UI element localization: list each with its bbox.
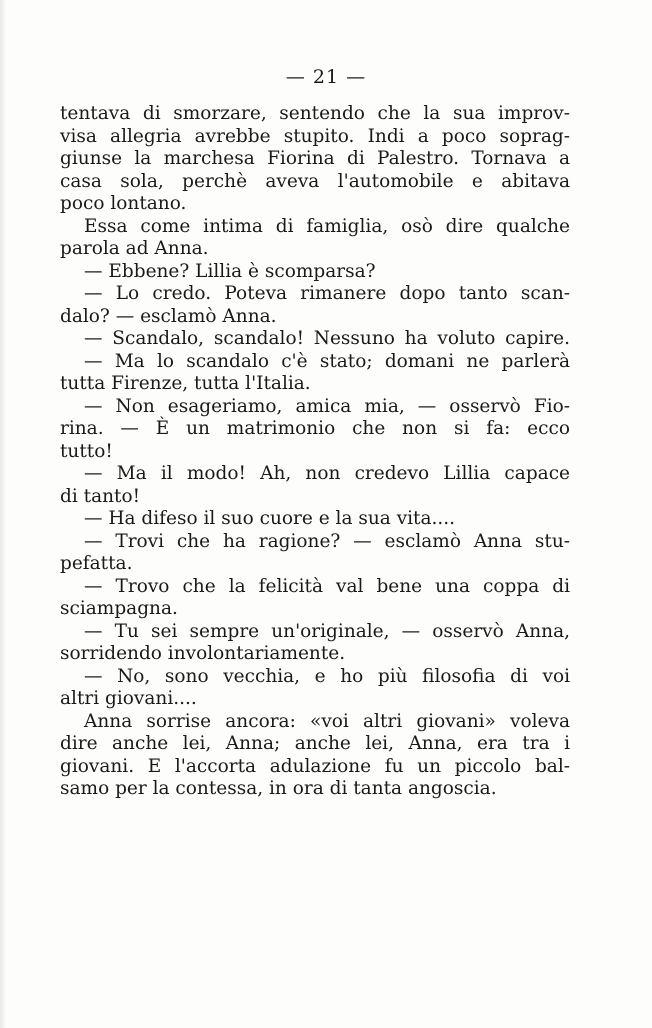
text-line: visa allegria avrebbe stupito. Indi a poco soprag- [60,125,570,147]
text-line: — Trovo che la felicità val bene una coppa di [84,575,570,597]
text-line: — Ebbene? Lillia è scomparsa? [84,260,376,282]
text-line: samo per la contessa, in ora di tanta angoscia. [60,778,497,799]
text-line: — Ma lo scandalo c'è stato; domani ne parlerà [84,350,570,372]
text-line: — Tu sei sempre un'originale, — osservò Anna, [84,620,570,642]
text-line: — Non esageriamo, amica mia, — osservò Fio- [84,395,570,417]
text-line: giunse la marchesa Fiorina di Palestro. Tornava a [60,148,570,169]
text-line: rina. — È un matrimonio che non si fa: ecco [60,418,570,439]
text-line: tutto! [60,440,113,462]
page-gutter-shadow [0,0,6,1028]
text-line: tutta Firenze, tutta l'Italia. [60,373,311,394]
text-line: — Ha difeso il suo cuore e la sua vita.... [84,508,456,529]
text-line: Essa come intima di famiglia, osò dire qualche [84,215,570,237]
text-line: poco lontano. [60,193,187,214]
page-number: — 21 — [285,66,367,88]
text-line: di tanto! [60,485,141,507]
text-line: — No, sono vecchia, e ho più filosofia di voi [84,665,570,687]
text-line: Anna sorrise ancora: «voi altri giovani» voleva [84,710,570,732]
text-line: giovani. E l'accorta adulazione fu un piccolo bal- [60,755,570,777]
text-line: — Lo credo. Poteva rimanere dopo tanto scan- [84,283,570,304]
text-line: casa sola, perchè aveva l'automobile e abitava [60,170,570,192]
text-line: dire anche lei, Anna; anche lei, Anna, era tra i [60,733,570,754]
text-line: pefatta. [60,553,133,574]
text-line: altri giovani.... [60,688,197,709]
text-line: parola ad Anna. [60,238,209,259]
text-line: — Trovi che ha ragione? — esclamò Anna stu- [84,530,570,552]
text-line: tentava di smorzare, sentendo che la sua improv- [60,103,570,124]
text-line: — Ma il modo! Ah, non credevo Lillia capace [84,463,570,484]
text-line: sciampagna. [60,598,178,619]
body-text [60,103,570,801]
text-line: sorridendo involontariamente. [60,643,346,664]
text-line: dalo? — esclamò Anna. [60,305,277,327]
text-line: — Scandalo, scandalo! Nessuno ha voluto capire. [84,328,570,349]
